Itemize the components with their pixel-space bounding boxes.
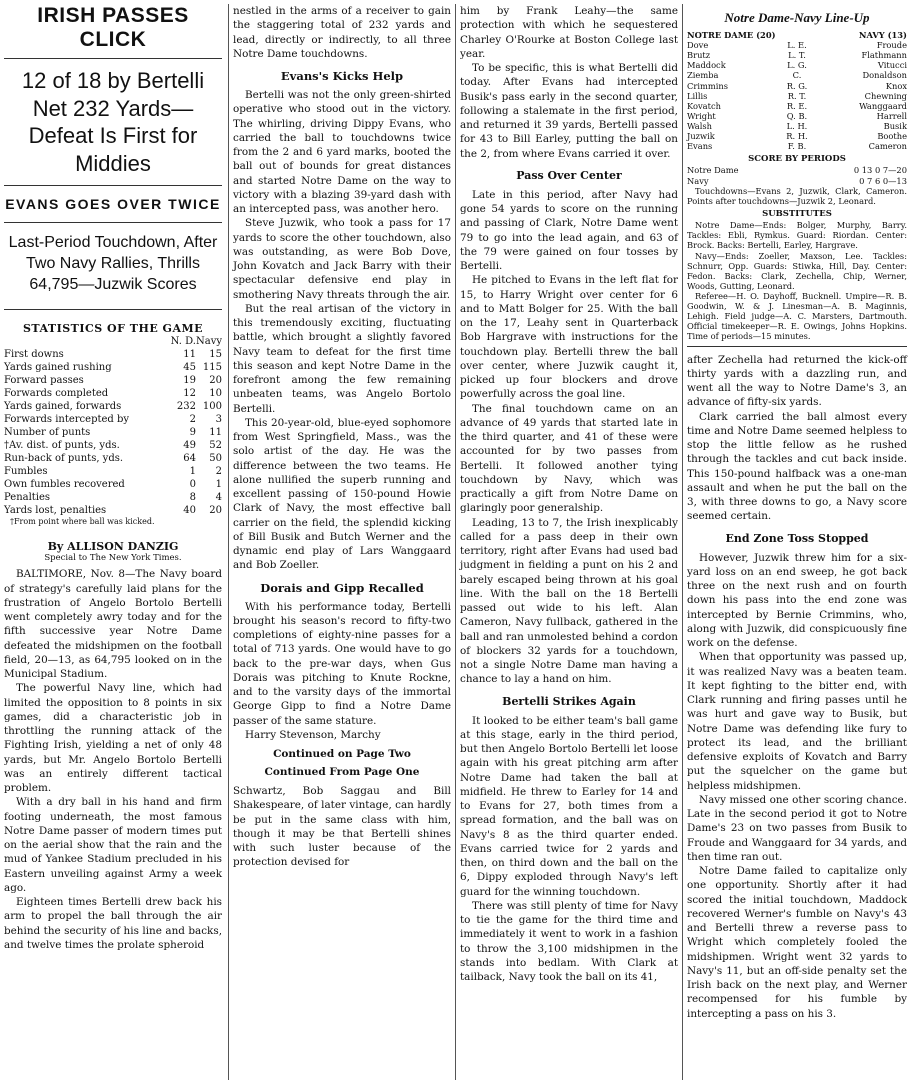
stats-navy: 100	[202, 401, 222, 413]
paragraph: The final touchdown came on an advance of 49 yards that started late in the third quarter, and 41 of these were accounted for by two passes from Bertelli. It followed another tying touchdown by Navy, which was practically a gift from Notre Dame on glaringly poor generalship.	[460, 402, 678, 515]
lineup-row	[687, 131, 907, 141]
stats-navy: 52	[209, 440, 222, 452]
lineup-team-right: NAVY (13)	[858, 30, 907, 40]
paragraph: nestled in the arms of a receiver to gain the staggering total of 232 yards and lead, directly or indirectly, to all three Notre Dame touchdowns.	[233, 5, 451, 60]
lineup-navy: Froude	[876, 40, 907, 51]
stats-navy: 15	[209, 349, 222, 361]
lineup-navy: Wanggaard	[859, 100, 907, 111]
lineup-navy: Harrell	[876, 110, 907, 121]
lineup-row	[687, 70, 907, 80]
stats-navy: 50	[209, 453, 222, 465]
stats-row	[4, 426, 222, 439]
stats-navy: 115	[202, 362, 222, 374]
stats-navy: 10	[209, 388, 222, 400]
score-title: SCORE BY PERIODS	[748, 154, 846, 165]
lineup-title: Notre Dame-Navy Line-Up	[724, 10, 870, 25]
deck-3: Last-Period Touchdown, After Two Navy Rallies, Thrills 64,795—Juzwik Scores	[4, 223, 222, 310]
lineup-row	[687, 91, 907, 101]
score-row	[687, 165, 907, 175]
stats-nd: 12	[183, 388, 196, 400]
paragraph: Late in this period, after Navy had gone 54 yards to score on the running and passing of Clark, Notre Dame went 79 to go into the lead again, and 63 of the 79 were gained on four tosses by Bertelli.	[460, 188, 678, 272]
lineup-pos: L. G.	[787, 60, 807, 71]
lineup-row	[687, 121, 907, 131]
lineup-nd: Ziemba	[687, 70, 719, 81]
subs-paragraph: Navy—Ends: Zoeller, Maxson, Lee. Tackles: Schnurr, Opp. Guards: Stiwka, Hill, Day. Center: Fedon. Backs: Clark, Zechella, Chip, Werner, Woods, Gutting, Leonard.	[687, 250, 907, 291]
stats-label: Penalties	[4, 492, 51, 504]
byline-credit: Special to The New York Times.	[44, 553, 182, 564]
stats-nd: 19	[183, 375, 196, 387]
column-1	[0, 4, 226, 1080]
stats-label: Yards gained, forwards	[4, 401, 122, 413]
deck-1: 12 of 18 by Bertelli Net 232 Yards—Defeat Is First for Middies	[4, 59, 222, 186]
stats-nd: 2	[189, 414, 196, 426]
stats-navy: 20	[209, 375, 222, 387]
score-line: 0 7 6 0—13	[859, 175, 907, 186]
stats-row	[4, 400, 222, 413]
officials-paragraph: Referee—H. O. Dayhoff, Bucknell. Umpire—R. B. Goodwin, W. & J. Linesman—A. B. Maginnis, Lehigh. Field judge—A. C. Marsters, Dartmouth. Official timekeeper—R. E. Owings, Johns Hopkins. Time of periods—15 minutes.	[687, 291, 907, 342]
stats-nd: 9	[189, 427, 196, 439]
score-line: 0 13 0 7—20	[853, 165, 907, 176]
lineup-row	[687, 81, 907, 91]
lineup-row	[687, 50, 907, 60]
column-4	[682, 4, 911, 1080]
lineup-navy: Donaldson	[862, 70, 907, 81]
stats-nd: 64	[183, 453, 196, 465]
stats-nd: 11	[183, 349, 196, 361]
lineup-row	[687, 141, 907, 151]
lineup-box	[687, 10, 907, 347]
lineup-pos: F. B.	[787, 141, 807, 152]
paragraph: It looked to be either team's ball game at this stage, early in the third period, but then Angelo Bortolo Bertelli let loose again with his great pitching arm after Notre Dame had taken the ball at midfield. He threw to Earley for 14 and to Evans for 27, both times from a spread formation, and the ball was on Navy's 8 as the third quarter ended. Evans carried twice for 2 yards and then, on third down and the ball on the 6, Dippy exploded through Navy's left guard for the winning touchdown.	[460, 714, 678, 898]
lineup-nd: Evans	[687, 141, 713, 152]
lineup-header	[687, 30, 907, 40]
lineup-pos: R. E.	[786, 100, 808, 111]
paragraph: When that opportunity was passed up, it was realized Navy was a beaten team. It kept fighting to the bitter end, with Clark running and firing passes until he was hurt and gave way to Busik, but Notre Dame was defending like fury to protect its lead, and the brilliant defensive exploits of Kovatch and Barry put the squelcher on the game but helpless midshipmen.	[687, 651, 907, 792]
subhead: Evans's Kicks Help	[280, 69, 404, 83]
stats-label: First downs	[4, 349, 64, 361]
lineup-navy: Chewning	[864, 90, 907, 101]
paragraph: The powerful Navy line, which had limited the opposition to 8 points in six games, did a characteristic job in throttling the running attack of the Fighting Irish, yielding a net of only 48 yards, but Mr. Angelo Bortolo Bertelli was an entirely different tactical problem.	[4, 682, 222, 795]
paragraph: him by Frank Leahy—the same protection with which he sequestered Charley O'Rourke at Boston College last year.	[460, 5, 678, 60]
score-team: Notre Dame	[687, 165, 739, 176]
lineup-pos: R. H.	[786, 131, 808, 142]
lineup-navy: Cameron	[868, 141, 907, 152]
stats-table	[4, 335, 222, 517]
stats-navy: 2	[215, 466, 222, 478]
stats-row	[4, 491, 222, 504]
lineup-navy: Busik	[883, 120, 907, 131]
paragraph: Notre Dame failed to capitalize only one opportunity. Shortly after it had scored the initial touchdown, Maddock recovered Werner's fumble on Navy's 43 and Bertelli threw a reverse pass to Wright which completely fooled the midshipmen. Wright went 32 yards to Navy's 11, but an off-side penalty set the Irish back on the next play, and Werner recompensed for his fumble by intercepting a pass on his 3.	[687, 865, 907, 1020]
stats-row	[4, 465, 222, 478]
stats-navy: 4	[215, 492, 222, 504]
score-row	[687, 176, 907, 186]
subs-paragraph: Notre Dame—Ends: Bolger, Murphy, Barry. Tackles: Ebli, Rymkus. Guard: Riordan. Center: Brock. Backs: Bertelli, Earley, Hargrave.	[687, 220, 907, 251]
lineup-pos: Q. B.	[786, 110, 808, 121]
paragraph: Bertelli was not the only green-shirted operative who stood out in the victory. The whirling, driving Dippy Evans, who carried the ball to touchdowns twice from the 2 and 6 yard marks, booted the ball out of bounds for great distances and started Notre Dame on the way to victory with a blazing 39-yard dash with an intercepted pass, was another hero.	[233, 89, 451, 215]
stats-navy: 3	[215, 414, 222, 426]
lineup-nd: Walsh	[687, 120, 713, 131]
lineup-navy: Boothe	[877, 131, 907, 142]
lineup-table	[687, 30, 907, 151]
paragraph: Eighteen times Bertelli drew back his arm to propel the ball through the air behind the security of his line and backs, and twelve times the prolate spheroid	[4, 896, 222, 951]
paragraph: BALTIMORE, Nov. 8—The Navy board of strategy's carefully laid plans for the frustration of Angelo Bortolo Bertelli went completely awry today and for the fifth successive year Notre Dame defeated the midshipmen on the football field, 20—13, as 64,795 looked on in the Municipal Stadium.	[4, 568, 222, 681]
stats-label: Forwards completed	[4, 388, 109, 400]
subs-title: SUBSTITUTES	[762, 209, 832, 220]
stats-row	[4, 504, 222, 517]
paragraph: Navy missed one other scoring chance. Late in the second period it got to Notre Dame's 23 on two passes from Busik to Froude and Wanggaard for 34 yards, and then time ran out.	[687, 793, 907, 863]
stats-nd: 0	[189, 479, 196, 491]
stats-nd: 49	[183, 440, 196, 452]
stats-navy: 1	[215, 479, 222, 491]
stats-row	[4, 452, 222, 465]
stats-label: Number of punts	[4, 427, 91, 439]
lineup-team-left: NOTRE DAME (20)	[687, 30, 776, 40]
lineup-nd: Maddock	[687, 60, 726, 71]
lineup-nd: Kovatch	[687, 100, 721, 111]
stats-label: Yards gained rushing	[4, 362, 112, 374]
lineup-pos: L. T.	[788, 50, 806, 61]
byline: By ALLISON DANZIG	[47, 540, 179, 554]
lineup-pos: L. H.	[786, 120, 808, 131]
paragraph: He pitched to Evans in the left flat for 15, to Harry Wright over center for 6 and to Matt Bolger for 25. With the ball on the 17, Leahy sent in Quarterback Bob Hargrave with instructions for the touchdown play. Bertelli threw the ball over center, where Juzwik caught it, picked up four blockers and drove powerfully across the goal line.	[460, 274, 678, 401]
stats-label: Yards lost, penalties	[4, 505, 107, 517]
lineup-navy: Vitucci	[877, 60, 907, 71]
stats-col-navy: Navy	[195, 336, 222, 348]
lineup-navy: Flathmann	[861, 50, 907, 61]
lineup-row	[687, 60, 907, 70]
lineup-nd: Dove	[687, 40, 709, 51]
lineup-nd: Juzwik	[687, 131, 715, 142]
paragraph: There was still plenty of time for Navy to tie the game for the third time and immediately it went to work in a fashion to throw the 3,100 midshipmen in the stands into bedlam. With Clark at tailback, Navy took the ball on its 41,	[460, 899, 678, 983]
paragraph: Clark carried the ball almost every time and Notre Dame seemed helpless to stop the little fellow as he rushed through the tackles and cut back inside. This 150-pound halfback was a one-man assault and when he put the ball on the 3, with three downs to go, a Navy score seemed certain.	[687, 410, 907, 523]
stats-label: †Av. dist. of punts, yds.	[4, 440, 120, 452]
score-team: Navy	[687, 175, 709, 186]
stats-label: Run-back of punts, yds.	[4, 453, 124, 465]
lineup-pos: R. T.	[787, 90, 807, 101]
stats-label: Forward passes	[4, 375, 84, 387]
paragraph: However, Juzwik threw him for a six-yard loss on an end sweep, he got back three on the next rush and on fourth down his pass into the end zone was intercepted by Bernie Crimmins, who, along with Juzwik, did conspicuously fine work on the defense.	[687, 551, 907, 650]
lineup-nd: Brutz	[687, 50, 711, 61]
paragraph: Leading, 13 to 7, the Irish inexplicably called for a pass deep in their own territory, right after Evans had used bad judgment in fielding a punt on his 2 and barely escaped being thrown at his goal line. With the ball on the 18 Bertelli passed out wide to his left. Alan Cameron, Navy fullback, gathered in the ball and ran unmolested behind a cordon of blockers 32 yards for a touchdown, not a single Notre Dame man having a chance to lay a hand on him.	[460, 516, 678, 686]
stats-nd: 232	[176, 401, 196, 413]
subhead: Bertelli Strikes Again	[502, 694, 636, 708]
stats-row	[4, 348, 222, 361]
stats-row	[4, 387, 222, 400]
headline: IRISH PASSES CLICK	[4, 4, 222, 59]
subhead: Pass Over Center	[516, 168, 622, 182]
lineup-nd: Lillis	[687, 90, 708, 101]
stats-nd: 8	[189, 492, 196, 504]
lineup-row	[687, 40, 907, 50]
scoring-summary: Touchdowns—Evans 2, Juzwik, Clark, Cameron. Points after touchdowns—Juzwik 2, Leonard.	[687, 186, 907, 207]
subhead: End Zone Toss Stopped	[725, 531, 869, 545]
stats-row	[4, 413, 222, 426]
lineup-nd: Crimmins	[687, 80, 728, 91]
stats-navy: 20	[209, 505, 222, 517]
stats-nd: 45	[183, 362, 196, 374]
stats-label: Fumbles	[4, 466, 48, 478]
paragraph: after Zechella had returned the kick-off thirty yards with a dazzling run, and went all the way to Notre Dame's 3, an advance of fifty-six yards.	[687, 353, 907, 409]
stats-footnote: †From point where ball was kicked.	[10, 517, 155, 527]
paragraph: This 20-year-old, blue-eyed sophomore from West Springfield, Mass., was the solo artist of the day. He was the difference between the two teams. He alone nullified the superb running and excellent passing of 150-pound Howie Clark of Navy, the most effective ball carrier on the field, the splendid kicking of Bill Busik and Butch Werner and the dynamic end play of Lars Wanggaard and Bob Zoeller.	[233, 416, 451, 572]
deck-2: EVANS GOES OVER TWICE	[4, 186, 222, 223]
lineup-row	[687, 101, 907, 111]
stats-title: STATISTICS OF THE GAME	[22, 322, 204, 336]
stats-nd: 1	[189, 466, 196, 478]
stats-col-nd: N. D.	[170, 336, 196, 348]
stats-row	[4, 478, 222, 491]
continued-notice: Continued From Page One	[264, 766, 420, 778]
paragraph: With a dry ball in his hand and firm footing underneath, the most famous Notre Dame passer of modern times put on the aerial show that the rain and the mud of Yankee Stadium precluded in his Eastern unveiling against Army a week ago.	[4, 796, 222, 894]
column-2	[228, 4, 455, 1080]
stats-row	[4, 439, 222, 452]
stats-row	[4, 361, 222, 374]
stats-navy: 11	[209, 427, 222, 439]
column-3	[455, 4, 682, 1080]
lineup-nd: Wright	[687, 110, 716, 121]
lineup-pos: C.	[792, 70, 802, 81]
paragraph: But the real artisan of the victory in this tremendously exciting, fluctuating battle, which brought a slightly favored Navy team to defeat for the first time this season and kept Notre Dame in the forefront among the few remaining unbeaten teams, was Angelo Bortolo Bertelli.	[233, 302, 451, 415]
stats-label: Forwards intercepted by	[4, 414, 130, 426]
stats-row	[4, 374, 222, 387]
lineup-pos: L. E.	[787, 40, 807, 51]
lineup-pos: R. G.	[786, 80, 808, 91]
continued-notice: Continued on Page Two	[273, 748, 411, 760]
stats-nd: 40	[183, 505, 196, 517]
lineup-navy: Knox	[885, 80, 907, 91]
stats-label: Own fumbles recovered	[4, 479, 125, 491]
stats-header-row	[4, 335, 222, 348]
paragraph: To be specific, this is what Bertelli did today. After Evans had intercepted Busik's pass early in the second quarter, following a stalemate in the first period, and returned it 39 yards, Bertelli passed for 43 to Bill Earley, putting the ball on the 2, from where Evans carried it over.	[460, 62, 678, 160]
paragraph: Steve Juzwik, who took a pass for 17 yards to score the other touchdown, also was outstanding, as were Bob Dove, John Kovatch and Jack Barry with their spectacular defensive end play in smothering Navy threats through the air.	[233, 217, 451, 301]
paragraph: With his performance today, Bertelli brought his season's record to fifty-two completions of eighty-nine passes for a total of 713 yards. One would have to go back to the pre-war days, when Gus Dorais was pitching to Knute Rockne, and to the varsity days of the immortal George Gipp to find a Notre Dame passer of the same stature.	[233, 600, 451, 727]
paragraph: Schwartz, Bob Saggau and Bill Shakespeare, of later vintage, can hardly be put in the same class with him, though it may be that Bertelli shines with such luster because of the protection devised for	[233, 785, 451, 869]
subhead: Dorais and Gipp Recalled	[260, 580, 424, 595]
lineup-row	[687, 111, 907, 121]
paragraph: Harry Stevenson, Marchy	[245, 728, 381, 741]
